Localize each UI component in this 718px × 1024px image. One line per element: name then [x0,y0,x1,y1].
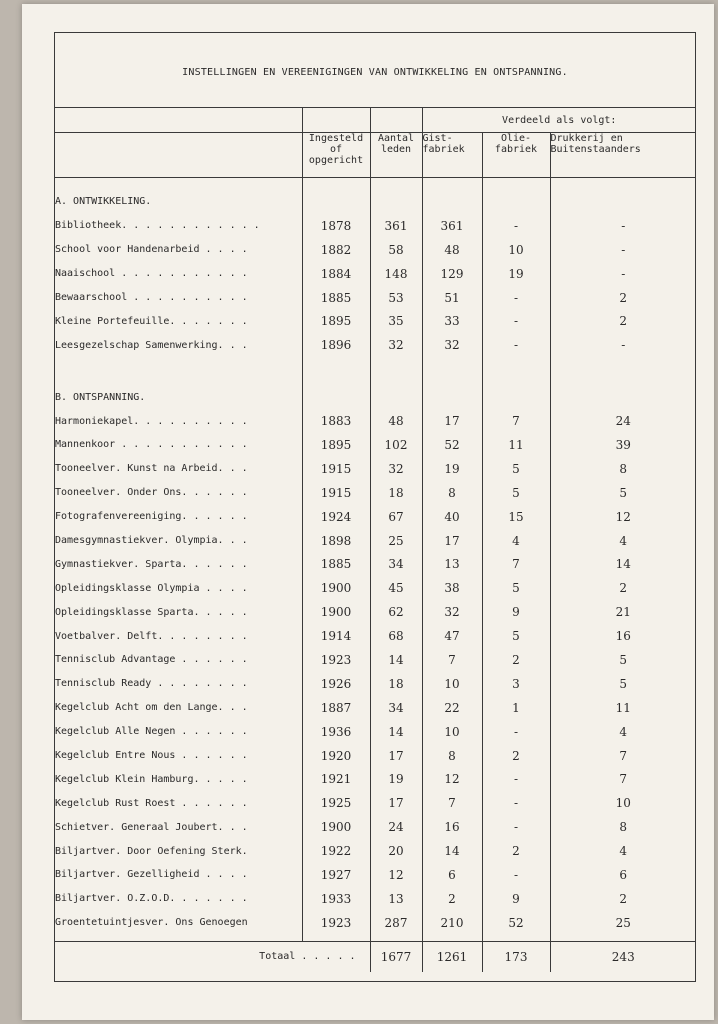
row-leden: 13 [370,887,422,911]
row-leden: 24 [370,815,422,839]
row-gist: 10 [422,720,482,744]
row-gist: 47 [422,624,482,648]
row-drukkerij: 6 [550,863,696,887]
table-row [55,552,696,576]
header-row-top [55,108,696,133]
row-gist: 14 [422,839,482,863]
row-year: 1884 [302,262,370,286]
table-row [55,529,696,553]
row-name: Opleidingsklasse Olympia . . . . [55,582,248,594]
row-olie: 2 [482,744,550,768]
table-row [55,720,696,744]
row-drukkerij: 5 [550,672,696,696]
table-row [55,214,696,238]
row-olie: 9 [482,600,550,624]
table-row [55,624,696,648]
row-olie: 7 [482,409,550,433]
row-leden: 18 [370,672,422,696]
row-name: Biljartver. Gezelligheid . . . . [55,869,248,881]
row-gist: 33 [422,309,482,333]
row-gist: 52 [422,433,482,457]
table-row [55,744,696,768]
row-drukkerij: 2 [550,286,696,310]
row-leden: 20 [370,839,422,863]
row-leden: 34 [370,552,422,576]
row-name: Leesgezelschap Samenwerking. . . [55,339,248,351]
row-olie: - [482,720,550,744]
table-frame [54,32,696,982]
row-gist: 361 [422,214,482,238]
row-name: Biljartver. Door Oefening Sterk. [55,845,248,857]
row-olie: 5 [482,576,550,600]
row-year: 1895 [302,433,370,457]
row-gist: 16 [422,815,482,839]
row-gist: 17 [422,529,482,553]
row-leden: 14 [370,648,422,672]
table-row [55,457,696,481]
row-leden: 45 [370,576,422,600]
row-drukkerij: 14 [550,552,696,576]
row-gist: 38 [422,576,482,600]
row-name: Tooneelver. Onder Ons. . . . . . [55,487,248,499]
row-drukkerij: 11 [550,696,696,720]
row-name: Groentetuintjesver. Ons Genoegen [55,917,248,929]
table-row [55,481,696,505]
row-name: Naaischool . . . . . . . . . . . [55,268,248,280]
row-year: 1926 [302,672,370,696]
row-leden: 67 [370,505,422,529]
row-name: Kegelclub Klein Hamburg. . . . . [55,773,248,785]
row-olie: 3 [482,672,550,696]
row-name: Kegelclub Acht om den Lange. . . [55,702,248,714]
table-row [55,238,696,262]
row-gist: 129 [422,262,482,286]
row-gist: 48 [422,238,482,262]
row-drukkerij: 7 [550,744,696,768]
row-year: 1900 [302,576,370,600]
table-row [55,887,696,911]
section-heading: A. ONTWIKKELING. [55,196,152,208]
row-leden: 58 [370,238,422,262]
header-gistfabriek: Gist- fabriek [422,133,482,178]
row-drukkerij: 25 [550,911,696,935]
section-heading: B. ONTSPANNING. [55,391,146,403]
row-olie: - [482,863,550,887]
row-name: Kleine Portefeuille. . . . . . . [55,315,248,327]
row-drukkerij: 5 [550,648,696,672]
row-leden: 19 [370,767,422,791]
row-gist: 10 [422,672,482,696]
row-name: Kegelclub Alle Negen . . . . . . [55,726,248,738]
row-olie: 10 [482,238,550,262]
row-olie: - [482,815,550,839]
row-leden: 68 [370,624,422,648]
row-leden: 62 [370,600,422,624]
row-leden: 17 [370,791,422,815]
header-ingesteld: Ingesteld of opgericht [302,133,370,178]
row-drukkerij: - [550,333,696,357]
row-name: Tennisclub Advantage . . . . . . [55,654,248,666]
row-name: Gymnastiekver. Sparta. . . . . . [55,558,248,570]
row-olie: - [482,767,550,791]
table-row [55,696,696,720]
row-name: Voetbalver. Delft. . . . . . . . [55,630,248,642]
row-gist: 19 [422,457,482,481]
total-olie: 173 [482,941,550,972]
row-name: Tennisclub Ready . . . . . . . . [55,678,248,690]
table-row [55,433,696,457]
row-gist: 8 [422,481,482,505]
row-drukkerij: 21 [550,600,696,624]
table-row [55,286,696,310]
section-heading-row [55,379,696,409]
row-olie: - [482,214,550,238]
row-year: 1923 [302,648,370,672]
row-name: Damesgymnastiekver. Olympia. . . [55,535,248,547]
row-name: Biljartver. O.Z.O.D. . . . . . . [55,893,248,905]
row-olie: - [482,791,550,815]
row-year: 1936 [302,720,370,744]
row-leden: 102 [370,433,422,457]
row-olie: 52 [482,911,550,935]
row-leden: 48 [370,409,422,433]
row-leden: 361 [370,214,422,238]
header-drukkerij: Drukkerij en Buitenstaanders [550,133,696,178]
section-heading-row [55,184,696,214]
row-gist: 17 [422,409,482,433]
row-olie: 5 [482,481,550,505]
header-row [55,133,696,178]
table-row [55,839,696,863]
row-year: 1883 [302,409,370,433]
total-gist: 1261 [422,941,482,972]
row-drukkerij: - [550,262,696,286]
row-drukkerij: 2 [550,887,696,911]
table-row [55,648,696,672]
row-olie: - [482,286,550,310]
total-row [55,941,696,972]
total-leden: 1677 [370,941,422,972]
row-leden: 32 [370,333,422,357]
page-title: INSTELLINGEN EN VEREENIGINGEN VAN ONTWIKKELING EN ONTSPANNING. [182,67,568,78]
row-year: 1896 [302,333,370,357]
row-gist: 40 [422,505,482,529]
row-year: 1915 [302,481,370,505]
row-year: 1921 [302,767,370,791]
row-leden: 14 [370,720,422,744]
row-olie: 11 [482,433,550,457]
row-drukkerij: 16 [550,624,696,648]
row-drukkerij: 39 [550,433,696,457]
row-year: 1882 [302,238,370,262]
row-year: 1885 [302,286,370,310]
table-row [55,409,696,433]
table-row [55,863,696,887]
row-drukkerij: 4 [550,529,696,553]
row-leden: 148 [370,262,422,286]
row-drukkerij: - [550,214,696,238]
row-drukkerij: - [550,238,696,262]
row-drukkerij: 8 [550,815,696,839]
row-year: 1900 [302,600,370,624]
row-year: 1923 [302,911,370,935]
row-leden: 53 [370,286,422,310]
row-gist: 22 [422,696,482,720]
header-oliefabriek: Olie- fabriek [482,133,550,178]
row-drukkerij: 12 [550,505,696,529]
table-row [55,333,696,357]
total-label: Totaal . . . . . [55,941,370,972]
row-name: Kegelclub Entre Nous . . . . . . [55,750,248,762]
row-year: 1900 [302,815,370,839]
row-gist: 8 [422,744,482,768]
data-table [55,108,696,972]
table-row [55,767,696,791]
table-row [55,815,696,839]
row-name: Opleidingsklasse Sparta. . . . . [55,606,248,618]
row-olie: 19 [482,262,550,286]
row-olie: 7 [482,552,550,576]
row-drukkerij: 7 [550,767,696,791]
table-row [55,672,696,696]
row-olie: - [482,333,550,357]
row-gist: 7 [422,648,482,672]
header-verdeeld: Verdeeld als volgt: [422,108,696,133]
row-year: 1898 [302,529,370,553]
table-row [55,791,696,815]
row-name: Tooneelver. Kunst na Arbeid. . . [55,463,248,475]
row-year: 1915 [302,457,370,481]
row-drukkerij: 8 [550,457,696,481]
row-year: 1914 [302,624,370,648]
row-olie: 9 [482,887,550,911]
row-name: Schietver. Generaal Joubert. . . [55,821,248,833]
row-olie: 2 [482,839,550,863]
table-row [55,911,696,935]
row-leden: 18 [370,481,422,505]
table-row [55,309,696,333]
row-name: Fotografenvereeniging. . . . . . [55,511,248,523]
row-year: 1922 [302,839,370,863]
row-year: 1933 [302,887,370,911]
row-gist: 2 [422,887,482,911]
row-leden: 25 [370,529,422,553]
table-row [55,576,696,600]
row-year: 1878 [302,214,370,238]
total-drukkerij: 243 [550,941,696,972]
row-gist: 32 [422,600,482,624]
row-gist: 6 [422,863,482,887]
row-leden: 287 [370,911,422,935]
row-olie: 4 [482,529,550,553]
row-year: 1895 [302,309,370,333]
row-drukkerij: 2 [550,309,696,333]
row-leden: 12 [370,863,422,887]
title-box [55,33,695,108]
row-olie: 1 [482,696,550,720]
row-year: 1925 [302,791,370,815]
row-year: 1924 [302,505,370,529]
row-name: Kegelclub Rust Roest . . . . . . [55,797,248,809]
row-drukkerij: 24 [550,409,696,433]
row-olie: 5 [482,457,550,481]
row-name: Bewaarschool . . . . . . . . . . [55,292,248,303]
row-olie: 5 [482,624,550,648]
row-year: 1920 [302,744,370,768]
row-leden: 34 [370,696,422,720]
table-row [55,600,696,624]
row-olie: 2 [482,648,550,672]
row-gist: 51 [422,286,482,310]
row-leden: 17 [370,744,422,768]
row-name: Mannenkoor . . . . . . . . . . . [55,439,248,451]
row-olie: - [482,309,550,333]
row-drukkerij: 5 [550,481,696,505]
row-gist: 12 [422,767,482,791]
row-gist: 13 [422,552,482,576]
row-drukkerij: 4 [550,720,696,744]
row-gist: 210 [422,911,482,935]
row-name: Bibliotheek. . . . . . . . . . . . [55,220,260,232]
row-name: School voor Handenarbeid . . . . [55,244,248,256]
row-leden: 32 [370,457,422,481]
row-leden: 35 [370,309,422,333]
row-gist: 7 [422,791,482,815]
row-year: 1927 [302,863,370,887]
table-row [55,262,696,286]
row-year: 1887 [302,696,370,720]
row-name: Harmoniekapel. . . . . . . . . . [55,415,248,427]
row-gist: 32 [422,333,482,357]
row-olie: 15 [482,505,550,529]
header-aantal-leden: Aantal leden [370,133,422,178]
table-row [55,505,696,529]
row-drukkerij: 2 [550,576,696,600]
paper-sheet [22,4,714,1020]
row-year: 1885 [302,552,370,576]
row-drukkerij: 10 [550,791,696,815]
row-drukkerij: 4 [550,839,696,863]
